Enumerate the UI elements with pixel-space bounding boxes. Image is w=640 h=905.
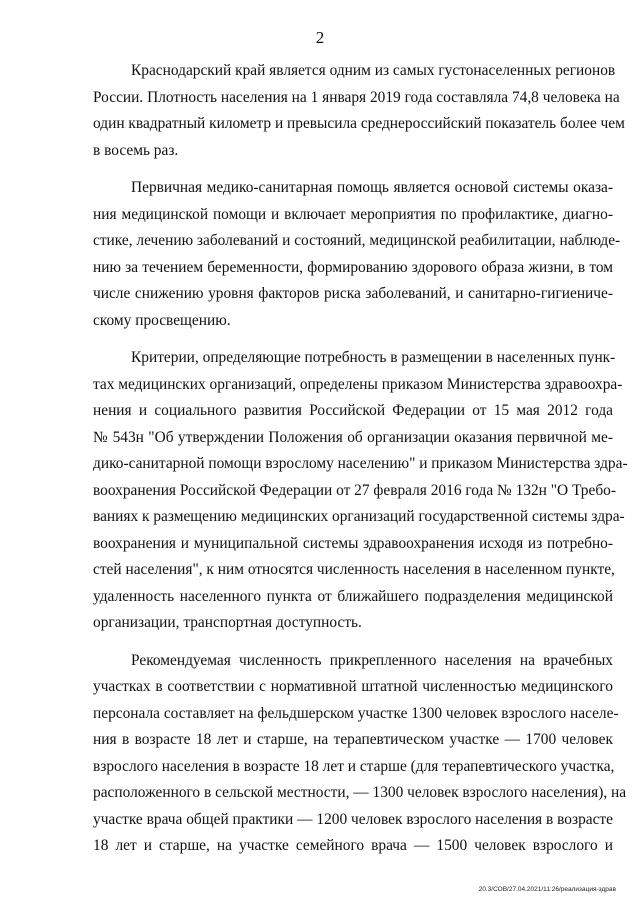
- paragraph-line: нения и социального развития Российской Федерации от 15 мая 2012 года: [93, 402, 613, 419]
- paragraph-line: тах медицинских организаций, определены приказом Министерства здравоохра-: [93, 375, 623, 393]
- paragraph-line: стике, лечению заболеваний и состояний, медицинской реабилитации, наблюде-: [93, 232, 621, 249]
- paragraph-line: воохранения Российской Федерации от 27 февраля 2016 года № 132н "О Требо-: [93, 481, 616, 499]
- paragraph-line: ния медицинской помощи и включает мероприятия по профилактике, диагно-: [93, 205, 613, 223]
- paragraph-line: организации, транспортная доступность.: [93, 614, 362, 631]
- paragraph-line: участке врача общей практики — 1200 человек взрослого населения в возрасте: [93, 810, 613, 828]
- paragraph-line: удаленность населенного пункта от ближайшего подразделения медицинской: [93, 587, 613, 605]
- paragraph-line: один квадратный километр и превысила среднероссийский показатель более чем: [93, 115, 625, 132]
- paragraph-line: участках в соответствии с нормативной штатной численностью медицинского: [93, 678, 613, 695]
- paragraph-line: 18 лет и старше, на участке семейного врача — 1500 человек взрослого и: [93, 837, 613, 854]
- document-body: [93, 58, 628, 871]
- paragraph-line: персонала составляет на фельдшерском участке 1300 человек взрослого населе-: [93, 704, 619, 722]
- paragraph-line: стей населения", к ним относятся численность населения в населенном пункте,: [93, 561, 615, 578]
- paragraph-line: воохранения и муниципальной системы здравоохранения исходя из потребно-: [93, 534, 613, 552]
- paragraph-line: числе снижению уровня факторов риска заболеваний, и санитарно-гигиениче-: [93, 285, 613, 302]
- paragraph-line: Критерии, определяющие потребность в размещении в населенных пунк-: [131, 349, 616, 366]
- paragraph-line: Рекомендуемая численность прикрепленного населения на врачебных: [131, 651, 613, 669]
- paragraph-line: ния в возрасте 18 лет и старше, на терапевтическом участке — 1700 человек: [93, 731, 613, 748]
- paragraph-line: Краснодарский край является одним из самых густонаселенных регионов: [131, 62, 616, 79]
- footer-registration-stamp: 20.3/СОВ/27.04.2021/11:26/реализация-здрав: [478, 886, 616, 893]
- paragraph-primary-care: [93, 175, 621, 334]
- paragraph-placement-criteria: [93, 345, 628, 637]
- paragraph-line: скому просвещению.: [93, 311, 231, 329]
- paragraph-line: взрослого населения в возрасте 18 лет и старше (для терапевтического участка,: [93, 757, 615, 775]
- paragraph-line: в восемь раз.: [93, 141, 179, 159]
- paragraph-line: дико-санитарной помощи взрослому населению" и приказом Министерства здра-: [93, 455, 628, 472]
- page-number: 2: [315, 28, 325, 47]
- paragraph-line: ваниях к размещению медицинских организаций государственной системы здра-: [93, 508, 625, 525]
- paragraph-line: России. Плотность населения на 1 января 2019 года составляла 74,8 человека на: [93, 88, 620, 106]
- paragraph-recommended-population: [93, 648, 627, 860]
- paragraph-line: расположенного в сельской местности, — 1300 человек взрослого населения), на: [93, 784, 627, 801]
- paragraph-line: № 543н "Об утверждении Положения об организации оказания первичной ме-: [93, 428, 613, 446]
- paragraph-line: нию за течением беременности, формированию здорового образа жизни, в том: [93, 258, 613, 276]
- paragraph-line: Первичная медико-санитарная помощь является основой системы оказа-: [131, 179, 613, 196]
- paragraph-population-density: [93, 58, 625, 164]
